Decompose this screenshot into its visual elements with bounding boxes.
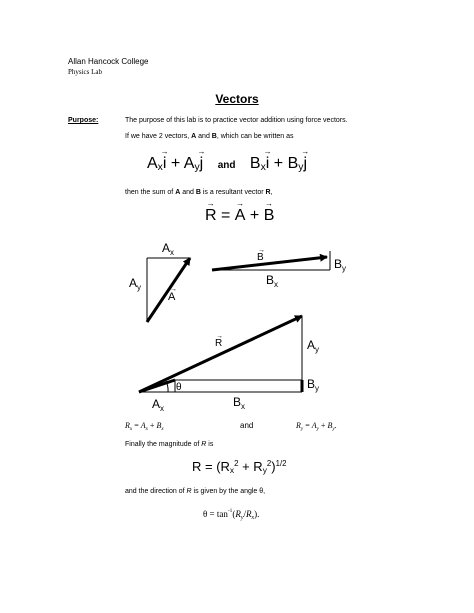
purpose-text: The purpose of this lab is to practice vector addition using force vectors.: [125, 117, 348, 124]
a-arrow: [147, 258, 190, 322]
vector-a-diagram: [129, 241, 190, 322]
a-label-arrow: →: [170, 286, 177, 293]
lab-name: Physics Lab: [68, 68, 103, 76]
r-label-arrow: →: [216, 333, 223, 340]
r-arrow: [139, 316, 302, 392]
theta-equation: $\theta = \tan^{-1}(R_y/R_x)$.: [203, 508, 260, 521]
direction-text: and the direction of R is given by the angle θ,: [125, 488, 266, 495]
component-equation: $A_x\to i + A_y\to j$ and $B_x\to i + B_y\to j$: [147, 155, 307, 173]
ay-label: $A_y$: [129, 276, 142, 292]
vector-b-diagram: [212, 247, 346, 289]
bx-label: $B_x$: [266, 273, 279, 289]
resultant-equation: → R = → A + → B: [205, 207, 274, 225]
bx-label-2: $B_x$: [233, 395, 246, 411]
purpose-label: Purpose:: [68, 117, 99, 124]
by-label: $B_y$: [334, 257, 347, 273]
ax-label-2: $A_x$: [152, 397, 165, 413]
ay-label-2: $A_y$: [307, 338, 320, 354]
a-label: A: [168, 291, 176, 303]
ry-equation: $R_y = A_y + B_y$.: [296, 421, 337, 432]
college-name: Allan Hancock College: [68, 57, 149, 66]
b-label: B: [257, 252, 264, 263]
magnitude-text: Finally the magnitude of R is: [125, 441, 214, 448]
intro-text: If we have 2 vectors, A and B, which can be written as: [125, 133, 294, 140]
rx-equation: $R_x = A_x + B_x$: [125, 421, 164, 432]
sum-text: then the sum of A and B is a resultant vector R,: [125, 189, 273, 196]
ax-label: $A_x$: [162, 241, 175, 257]
b-arrow: [212, 257, 327, 270]
and-text: and: [240, 421, 254, 430]
b-label-arrow: →: [258, 247, 265, 254]
resultant-diagram: [139, 316, 319, 413]
page-title: Vectors: [215, 92, 259, 106]
by-label-2: $B_y$: [307, 377, 320, 393]
magnitude-equation: $R = (R_x^2 + R_y^2)^{1/2}$: [192, 459, 287, 475]
r-label: R: [215, 338, 223, 349]
and-word: and: [217, 160, 236, 171]
theta-label: θ: [176, 382, 182, 393]
